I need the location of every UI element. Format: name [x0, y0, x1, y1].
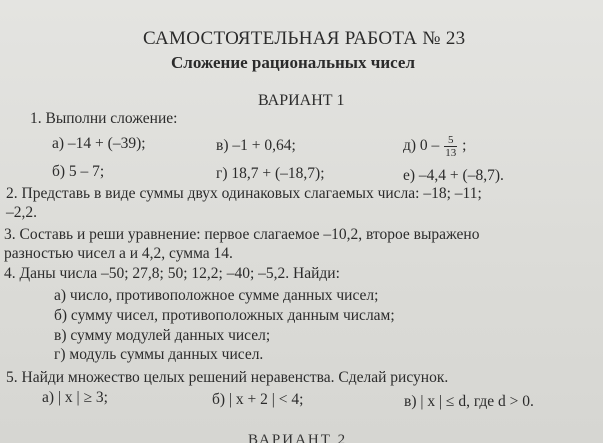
page-subtitle: Сложение рациональных чисел	[171, 53, 415, 72]
task3-line2: разностью чисел a и 4,2, сумма 14.	[4, 245, 233, 262]
task1-item-d	[403, 134, 466, 159]
task2-line1: 2. Представь в виде суммы двух одинаковых слагаемых числа: –18; –11;	[6, 185, 482, 202]
next-variant-cut-off: ВАРИАНТ 2	[248, 432, 348, 443]
fraction-numerator: 5	[444, 134, 457, 147]
task2-line2: –2,2.	[6, 204, 37, 221]
task1-item-d-suffix: ;	[462, 137, 467, 155]
task1-item-g: г) 18,7 + (–18,7);	[216, 165, 325, 182]
task1-item-v: в) –1 + 0,64;	[216, 137, 296, 154]
task1-heading: 1. Выполни сложение:	[30, 110, 178, 127]
task5-heading: 5. Найди множество целых решений неравенства. Сделай рисунок.	[6, 369, 449, 386]
task5-item-a: а) | x | ≥ 3;	[42, 389, 108, 406]
task5-item-v: в) | x | ≤ d, где d > 0.	[404, 393, 534, 410]
task4-item-v: в) сумму модулей данных чисел;	[54, 327, 271, 344]
task1-item-e: е) –4,4 + (–8,7).	[403, 167, 504, 184]
task1-item-a: а) –14 + (–39);	[52, 135, 146, 152]
task1-item-d-prefix: д) 0 –	[403, 137, 440, 155]
task1-item-b: б) 5 – 7;	[52, 163, 105, 180]
task5-item-b: б) | x + 2 | < 4;	[212, 391, 304, 408]
fraction-denominator: 13	[445, 147, 457, 159]
fraction	[444, 134, 457, 159]
page-title: САМОСТОЯТЕЛЬНАЯ РАБОТА № 23	[143, 28, 466, 49]
task3-line1: 3. Составь и реши уравнение: первое слагаемое –10,2, второе выражено	[4, 226, 480, 243]
task4-heading: 4. Даны числа –50; 27,8; 50; 12,2; –40; –5,2. Найди:	[4, 265, 340, 282]
variant-label: ВАРИАНТ 1	[258, 92, 345, 109]
task4-item-g: г) модуль суммы данных чисел.	[54, 346, 264, 363]
task4-item-a: а) число, противоположное сумме данных чисел;	[54, 287, 379, 304]
task4-item-b: б) сумму чисел, противоположных данным числам;	[54, 307, 395, 324]
